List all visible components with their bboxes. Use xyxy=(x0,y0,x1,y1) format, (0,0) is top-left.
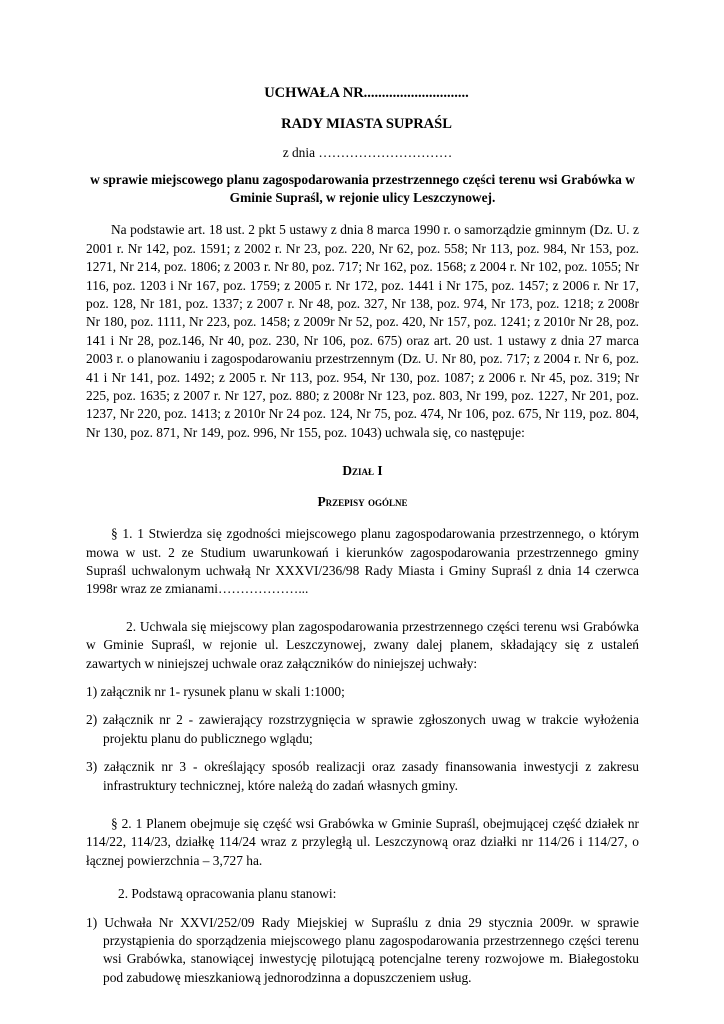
list-item-attachment-1: 1) załącznik nr 1- rysunek planu w skali 1:1000; xyxy=(86,683,345,699)
resolution-title: UCHWAŁA NR............................. xyxy=(264,85,469,101)
list-item-attachment-3: 3) załącznik nr 3 - określający sposób realizacji oraz zasady finansowania inwestycji z zakresu infrastruktury technicznej, które należą do zadań własnych gminy. xyxy=(86,759,639,793)
resolution-subject: w sprawie miejscowego planu zagospodarowania przestrzennego części terenu wsi Grabówka w Gminie Supraśl, w rejonie ulicy Leszczynowej. xyxy=(90,172,635,206)
document-page xyxy=(86,84,639,987)
preamble: Na podstawie art. 18 ust. 2 pkt 5 ustawy z dnia 8 marca 1990 r. o samorządzie gminnym (Dz. U. z 2001 r. Nr 142, poz. 1591; z 2002 r. Nr 23, poz. 220, Nr 62, poz. 558; Nr 113, poz. 984, Nr 153, poz. 1271, Nr 214, poz. 1806; z 2003 r. Nr 80, poz. 717; Nr 162, poz. 1568; z 2004 r. Nr 102, poz. 1055; Nr 116, poz. 1203 i Nr 167, poz. 1759; z 2005 r. Nr 172, poz. 1441 i Nr 175, poz. 1457; z 2006 r. Nr 17, poz. 128, Nr 181, poz. 1337; z 2007 r. Nr 48, poz. 327, Nr 138, poz. 974, Nr 173, poz. 1218; z 2008r Nr 180, poz. 1111, Nr 223, poz. 1458; z 2009r Nr 52, poz. 420, Nr 157, poz. 1241; z 2010r Nr 28, poz. 141 i Nr 28, poz.146, Nr 40, poz. 230, Nr 106, poz. 675) oraz art. 20 ust. 1 ustawy z dnia 27 marca 2003 r. o planowaniu i zagospodarowaniu przestrzennym (Dz. U. Nr 80, poz. 717; z 2004 r. Nr 6, poz. 41 i Nr 141, poz. 1492; z 2005 r. Nr 113, poz. 954, Nr 130, poz. 1087; z 2006 r. Nr 45, poz. 319; Nr 225, poz. 1635; z 2007 r. Nr 127, poz. 880; z 2008r Nr 123, poz. 803, Nr 199, poz. 1227, Nr 201, poz. 1237, Nr 220, poz. 1413; z 2010r Nr 24 poz. 124, Nr 75, poz. 474, Nr 106, poz. 675, Nr 119, poz. 804, Nr 130, poz. 871, Nr 149, poz. 996, Nr 155, poz. 1043) uchwala się, co następuje: xyxy=(86,222,639,440)
paragraph-2-clause-1: § 2. 1 Planem obejmuje się część wsi Grabówka w Gminie Supraśl, obejmującej część działek nr 114/22, 114/23, działkę 114/24 wraz z przyległą ul. Leszczynową oraz działki nr 114/26 i 114/27, o łącznej powierzchnia – 3,727 ha. xyxy=(86,815,639,868)
paragraph-1-clause-1: § 1. 1 Stwierdza się zgodności miejscowego planu zagospodarowania przestrzennego, o którym mowa w ust. 2 ze Studium uwarunkowań i kierunków zagospodarowania przestrzennego gminy Supraśl uchwalonym uchwałą Nr XXXVI/236/98 Rady Miasta i Gminy Supraśl z dnia 14 czerwca 1998r wraz ze zmianami………………... xyxy=(86,526,639,597)
paragraph-1-clause-2: 2. Uchwala się miejscowy plan zagospodarowania przestrzennego części terenu wsi Grabówka w Gminie Supraśl, w rejonie ul. Leszczynowej, zwany dalej planem, składający się z ustaleń zawartych w niniejszej uchwale oraz załączników do niniejszej uchwały: xyxy=(86,618,639,671)
section-title: Przepisy ogólne xyxy=(317,493,408,509)
resolution-date: z dnia ………………………… xyxy=(282,145,453,160)
list-item-attachment-2: 2) załącznik nr 2 - zawierający rozstrzygnięcia w sprawie zgłoszonych uwag w trakcie wyłożenia projektu planu do publicznego wglądu; xyxy=(86,712,639,746)
paragraph-2-clause-2: 2. Podstawą opracowania planu stanowi: xyxy=(118,886,337,902)
section-label: Dział I xyxy=(342,463,383,479)
list-item-basis-1: 1) Uchwała Nr XXVI/252/09 Rady Miejskiej w Supraślu z dnia 29 stycznia 2009r. w sprawie przystąpienia do sporządzenia miejscowego planu zagospodarowania przestrzennego części terenu wsi Grabówka, stanowiącej inwestycję pilotującą potencjalne tereny rozwojowe m. Białegostoku pod zabudowę mieszkaniową jednorodzinna a dopuszczeniem usług. xyxy=(86,914,639,985)
council-name: RADY MIASTA SUPRAŚL xyxy=(281,116,452,132)
